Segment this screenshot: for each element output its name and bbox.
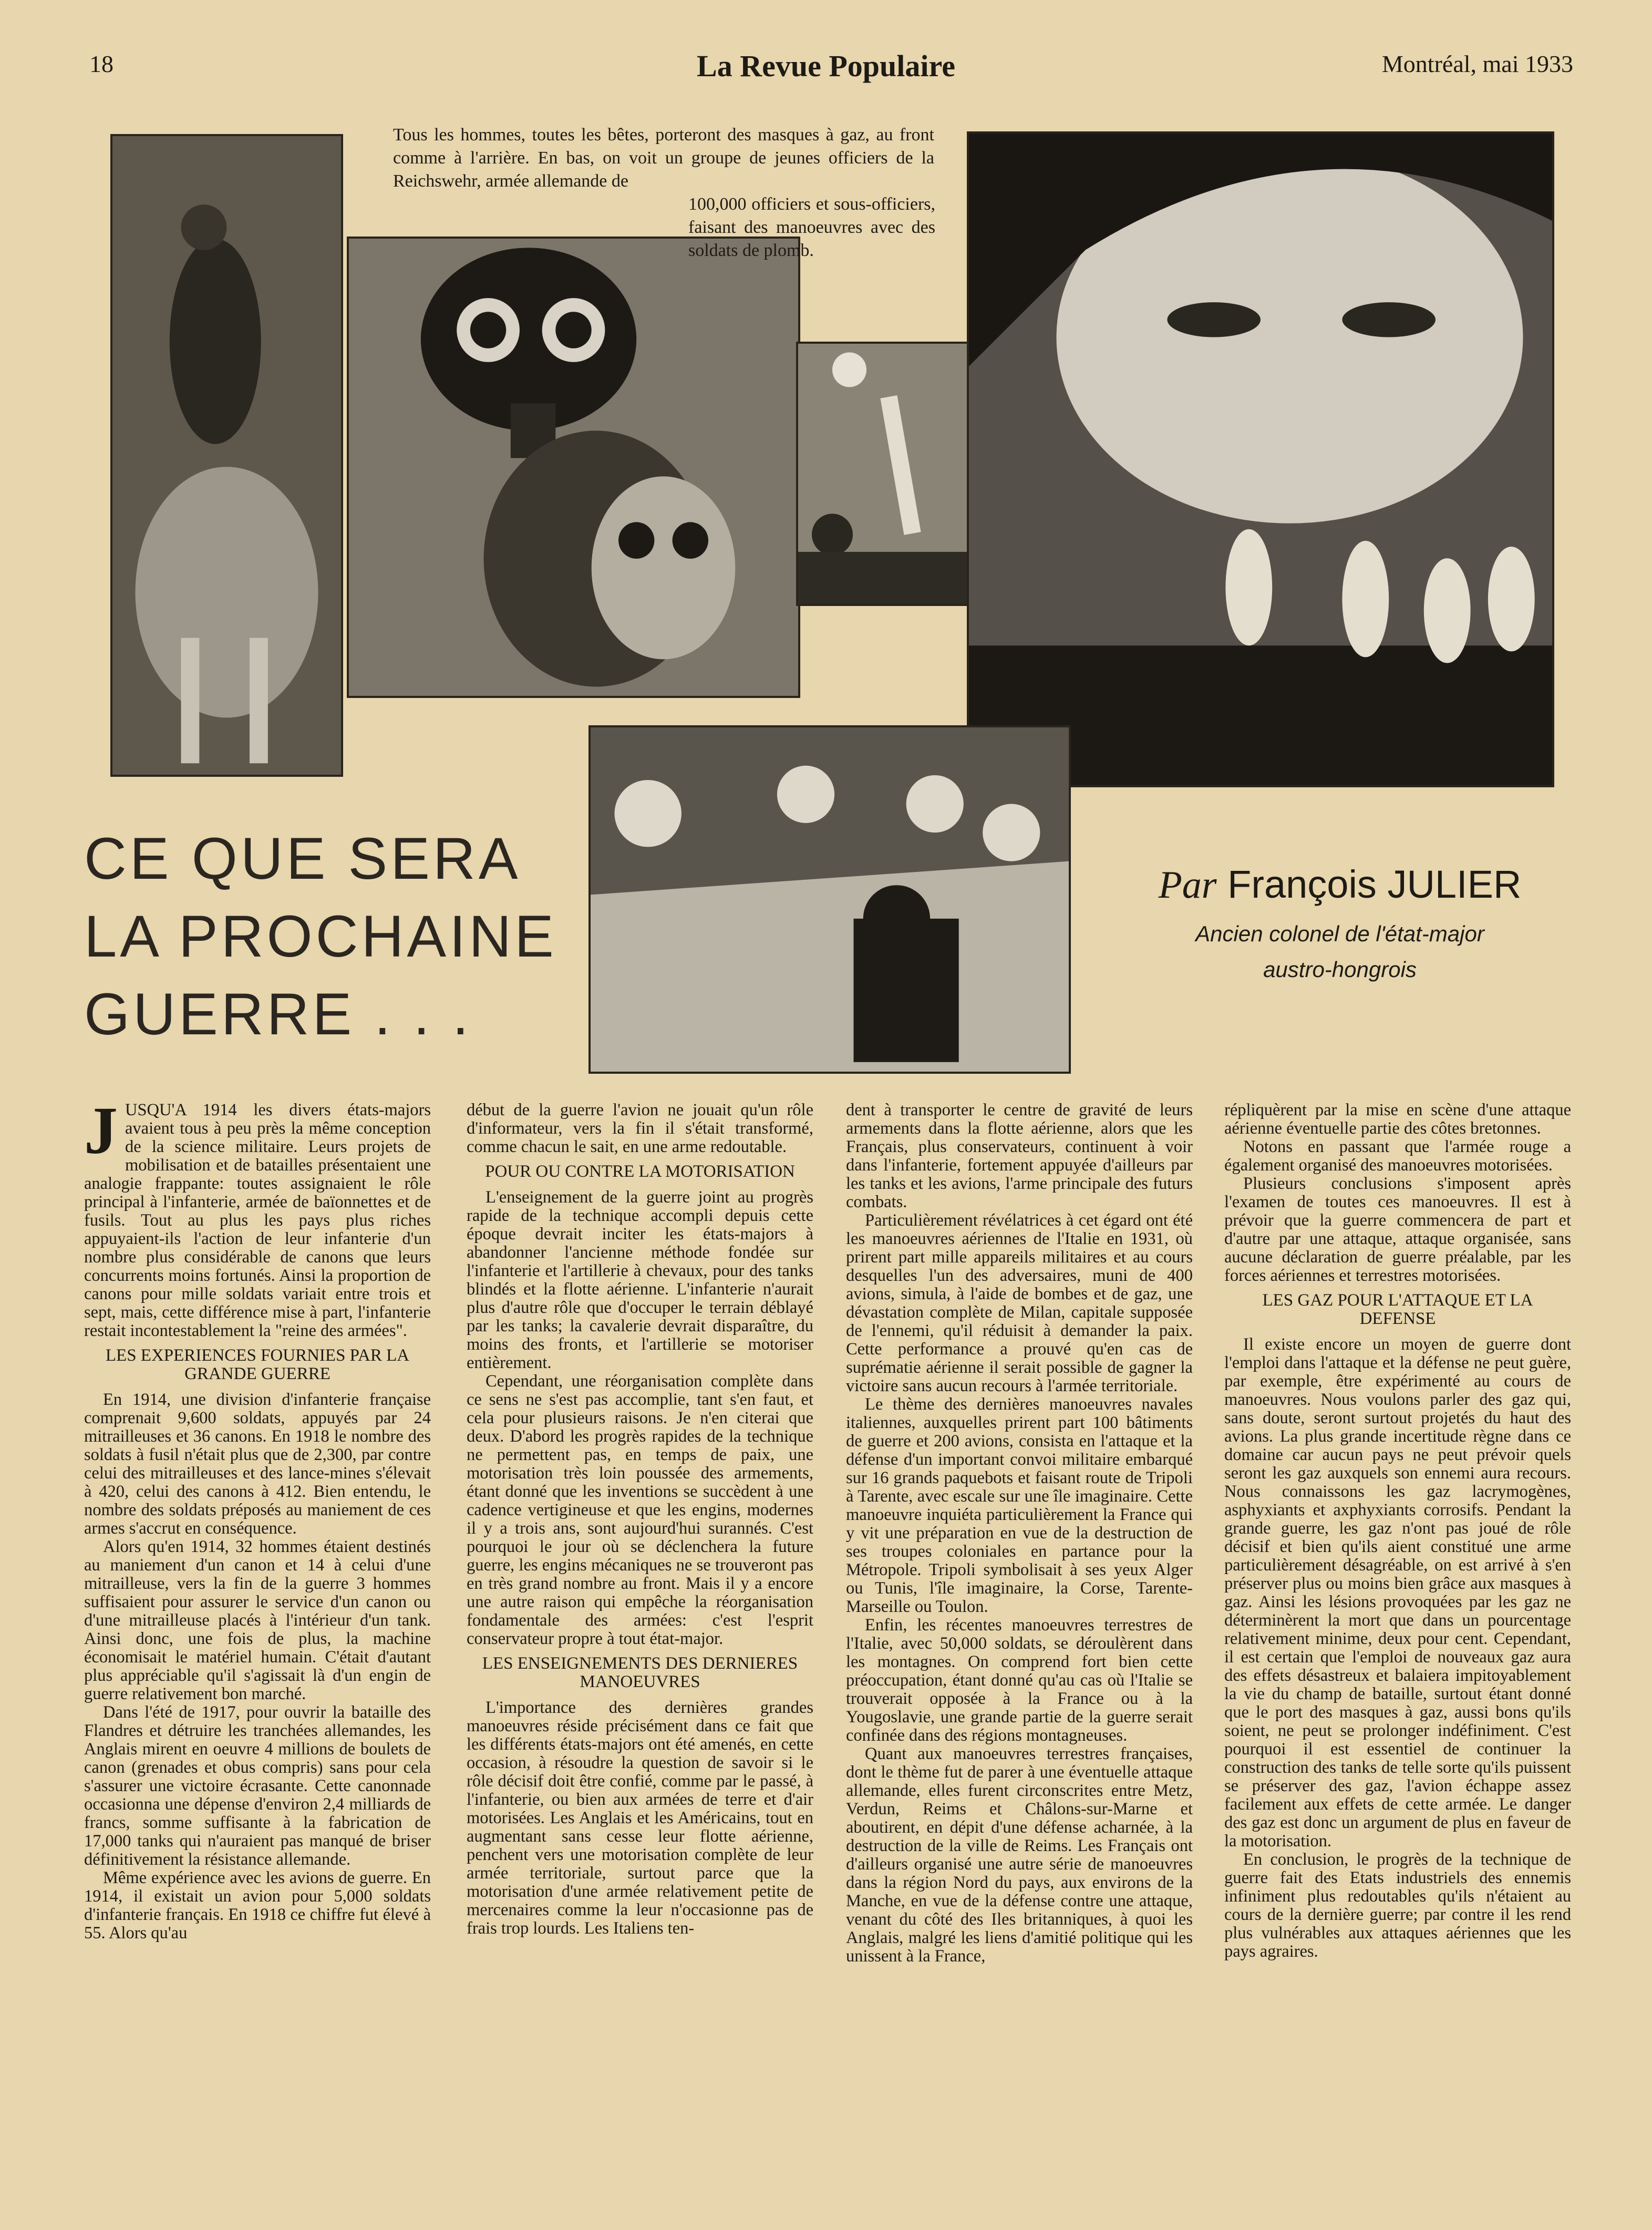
photo-caption: Tous les hommes, toutes les bêtes, porteront des masques à gaz, au front comme à l'arrière. En bas, on voit un groupe de jeunes officiers de la Reichswehr, armée allemande de	[393, 125, 934, 191]
paragraph: Enfin, les récentes manoeuvres terrestres de l'Italie, avec 50,000 soldats, se déroulèrent dans les montagnes. On comprend fort bien cette préoccupation, étant donné qu'au cas où l'Italie se trouverait opposée à la France ou à la Yougoslavie, une grande partie de la guerre serait confinée dans des régions montagneuses.	[846, 1616, 1193, 1745]
drop-cap: J	[84, 1093, 118, 1168]
author-name	[1103, 862, 1576, 908]
paragraph: L'importance des dernières grandes manoeuvres réside précisément dans ce fait que les différents états-majors ont été amenés, en cette occasion, à résoudre la question de savoir si le rôle décisif doit être confié, comme par le passé, à l'infanterie, ou bien aux armées de terre et d'air motorisées. Les Anglais et les Américains, tout en augmentant sans cesse leur flotte aérienne, penchent vers une motorisation complète de leur armée territoriale, surtout parce que la motorisation d'une armée relativement petite de mercenaires comme la leur n'occasionne pas de frais trop lourds. Les Italiens ten-	[467, 1698, 813, 1938]
title-line-3: GUERRE . . .	[84, 981, 472, 1047]
section-heading: POUR OU CONTRE LA MOTORISATION	[485, 1162, 795, 1181]
photo-caption-continued: 100,000 officiers et sous-officiers, faisant des manoeuvres avec des soldats de plomb.	[688, 194, 935, 260]
article-column-4	[1224, 1101, 1571, 1961]
photo-soldier-gas-mask	[347, 237, 800, 698]
title-line-1: CE QUE SERA	[84, 826, 521, 891]
paragraph: Notons en passant que l'armée rouge a également organisé des manoeuvres motorisées.	[1224, 1137, 1571, 1175]
title-line-2: LA PROCHAINE	[84, 903, 557, 969]
byline	[1103, 862, 1576, 982]
paragraph: Particulièrement révélatrices à cet égard ont été les manoeuvres aériennes de l'Italie en 1931, où prirent part mille appareils militaires et au cours desquelles l'un des adversaires, muni de 400 avions, simula, à l'aide de bombes et de gaz, une dévastation complète de Milan, capitale supposée de l'ennemi, qu'il réduisit à demander la paix. Cette performance a prouvé qu'en cas de suprématie aérienne il serait possible de gagner la victoire sans aucun recours à l'armée territoriale.	[846, 1211, 1193, 1395]
author-role-line-2: austro-hongrois	[1263, 957, 1417, 982]
paragraph: En 1914, une division d'infanterie française comprenait 9,600 soldats, appuyés par 24 mitrailleuses et 36 canons. En 1918 le nombre des soldats à fusil n'était plus que de 2,300, par contre celui des mitrailleuses et des lance-mines s'élevait à 420, celui des canons à 412. Bien entendu, le nombre des soldats préposés au maniement de ces armes s'accrut en conséquence.	[84, 1390, 431, 1538]
section-heading: LES GAZ POUR L'ATTAQUE ET LA DEFENSE	[1262, 1291, 1533, 1328]
article-title	[84, 820, 610, 1053]
paragraph: En conclusion, le progrès de la technique de guerre fait des Etats industriels des ennemis infiniment plus redoutables qu'ils n'étaient au cours de la dernière guerre; par contre il les rend plus vulnérables aux attaques aériennes que les pays agraires.	[1224, 1850, 1571, 1961]
paragraph: Quant aux manoeuvres terrestres françaises, dont le thème fut de parer à une éventuelle attaque allemande, elles furent circonscrites entre Metz, Verdun, Reims et Châlons-sur-Marne et aboutirent, en dépit d'une défense acharnée, à la destruction de la ville de Reims. Les Français ont d'ailleurs organisé une autre série de manoeuvres dans la région Nord du pays, aux environs de la Manche, en vue de la défense contre une attaque, venant du côté des Iles britanniques, à quoi les Anglais, malgré les liens d'amitié politique qui les unissent à la France,	[846, 1744, 1193, 1966]
photo-woman-toy-soldiers	[967, 131, 1554, 787]
paragraph: début de la guerre l'avion ne jouait qu'un rôle d'informateur, vers la fin il s'était transformé, comme chacun le sait, en une arme redoutable.	[467, 1101, 813, 1156]
photo-raised-arm	[796, 342, 971, 606]
article-column-2	[467, 1101, 813, 1938]
paragraph: Dans l'été de 1917, pour ouvrir la bataille des Flandres et détruire les tranchées allemandes, les Anglais mirent en oeuvre 4 millions de boulets de canon (grenades et obus compris) sans pour cela s'assurer une victoire écrasante. Cette canonnade occasionna une dépense d'environ 2,4 milliards de francs, somme suffisante à la fabrication de 17,000 tanks qui n'auraient pas manqué de briser définitivement la résistance allemande.	[84, 1703, 431, 1869]
paragraph: Il existe encore un moyen de guerre dont l'emploi dans l'attaque et la défense ne peut guère, par exemple, être expérimenté au cours de manoeuvres. Nous voulons parler des gaz qui, sans doute, seront surtout projetés du haut des avions. La plus grande incertitude règne dans ce domaine car aucun pays ne peut prévoir quels seront les gaz auxquels son ennemi aura recours. Nous connaissons les gaz lacrymogènes, asphyxiants et axphyxiants corrosifs. Pendant la grande guerre, les gaz n'ont pas joué de rôle décisif et bien qu'ils aient constitué une arme particulièrement désagréable, on est arrivé à s'en préserver plus ou moins bien grâce aux masques à gaz. Ainsi les lésions provoquées par les gaz ne déterminèrent la mort que dans un pourcentage relativement minime, deux pour cent. Cependant, il est certain que l'emploi de nouveaux gaz aura des effets désastreux et balaiera impitoyablement la vie du champ de bataille, surtout étant donné que le port des masques à gaz, aussi bons qu'ils soient, ne peut se prolonger indéfiniment. C'est pourquoi il est essentiel de continuer la construction des tanks de telle sorte qu'ils puissent se préserver des gaz, l'avion échappe assez facilement aux effets de cette armée. Le danger des gaz est donc un argument de plus en faveur de la motorisation.	[1224, 1335, 1571, 1851]
page-number: 18	[89, 50, 113, 77]
photo-officers-map-table	[588, 725, 1071, 1074]
section-heading: LES ENSEIGNEMENTS DES DERNIERES MANOEUVRES	[482, 1654, 798, 1691]
paragraph: Plusieurs conclusions s'imposent après l'examen de toutes ces manoeuvres. Il est à prévoir que la guerre commencera de part et d'autre par une attaque, attaque organisée, sans aucune déclaration de guerre préalable, par les forces aériennes et terrestres motorisées.	[1224, 1174, 1571, 1285]
author-role-line-1: Ancien colonel de l'état-major	[1195, 921, 1484, 946]
article-column-1	[84, 1093, 431, 1943]
masthead: La Revue Populaire	[697, 49, 955, 83]
paragraph: Cependant, une réorganisation complète dans ce sens ne s'est pas accomplie, tant s'en faut, et cela pour plusieurs raisons. Je n'en citerai que deux. D'abord les progrès rapides de la technique ne permettent pas, en temps de paix, une motorisation très loin poussée des armements, étant donné que les inventions se succèdent à une cadence vertigineuse et que les engins, modernes il y a trois ans, sont aujourd'hui surannés. C'est pourquoi le jour où se déclenchera la future guerre, les engins mécaniques ne se trouveront pas en très grand nombre au front. Mais il y a encore une autre raison qui empêche la réorganisation fondamentale des armées: c'est l'esprit conservateur propre à tout état-major.	[467, 1372, 813, 1648]
paragraph: répliquèrent par la mise en scène d'une attaque aérienne éventuelle partie des côtes bretonnes.	[1224, 1101, 1571, 1138]
photo-gas-masked-horse	[110, 134, 343, 777]
paragraph: Même expérience avec les avions de guerre. En 1914, il existait un avion pour 5,000 soldats d'infanterie français. En 1918 ce chiffre fut élevé à 55. Alors qu'au	[84, 1868, 431, 1943]
byline-par: Par	[1158, 864, 1217, 907]
section-heading: LES EXPERIENCES FOURNIES PAR LA GRANDE GUERRE	[105, 1346, 410, 1383]
paragraph: Le thème des dernières manoeuvres navales italiennes, auxquelles prirent part 100 bâtiments de guerre et 200 avions, consista en l'attaque et la défense d'un important convoi militaire embarqué sur 16 grands paquebots et faisant route de Tripoli à Tarente, avec escale sur une île imaginaire. Cette manoeuvre inquiéta particulièrement la France qui y vit une préparation en vue de la destruction de ses troupes coloniales en partance pour la Métropole. Tripoli symbolisait à ses yeux Alger ou Tunis, l'île imaginaire, la Corse, Tarente-Marseille ou Toulon.	[846, 1395, 1193, 1616]
paragraph: JUSQU'A 1914 les divers états-majors avaient tous à peu près la même conception de la science militaire. Leurs projets de mobilisation et de batailles présentaient une analogie frappante: toutes assignaient le rôle principal à l'infanterie, armée de baïonnettes et de fusils. Tout au plus les pays plus riches appuyaient-ils l'action de leur infanterie d'un nombre plus considérable de canons que leurs concurrents moins fortunés. Ainsi la proportion de canons pour mille soldats variait entre trois et sept, mais, cette différence mise à part, l'infanterie restait incontestablement la "reine des armées".	[84, 1093, 431, 1340]
dateline: Montréal, mai 1933	[1381, 50, 1573, 77]
byline-author: François JULIER	[1227, 862, 1522, 906]
paragraph: L'enseignement de la guerre joint au progrès rapide de la technique accompli depuis cette époque devrait inciter les états-majors à abandonner l'ancienne méthode fondée sur l'infanterie et l'artillerie à chevaux, pour des tanks blindés et la flotte aérienne. L'infanterie n'aurait plus d'autre rôle que d'occuper le terrain déblayé par les tanks; la cavalerie devrait disparaître, du moins des fronts, et l'artillerie se motoriser entièrement.	[467, 1188, 813, 1372]
paragraph: dent à transporter le centre de gravité de leurs armements dans la flotte aérienne, alors que les Français, plus conservateurs, continuent à voir dans l'infanterie, fortement appuyée d'ailleurs par les tanks et les avions, l'arme principale des futurs combats.	[846, 1101, 1193, 1211]
article-column-3	[846, 1101, 1193, 1966]
paragraph: Alors qu'en 1914, 32 hommes étaient destinés au maniement d'un canon et 14 à celui d'une mitrailleuse, vers la fin de la guerre 3 hommes suffisaient pour assurer le service d'un canon ou d'une mitrailleuse placés à l'intérieur d'un tank. Ainsi donc, une fois de plus, la machine économisait le matériel humain. C'était d'autant plus appréciable qu'il s'agissait là d'un engin de guerre relativement bon marché.	[84, 1537, 431, 1703]
